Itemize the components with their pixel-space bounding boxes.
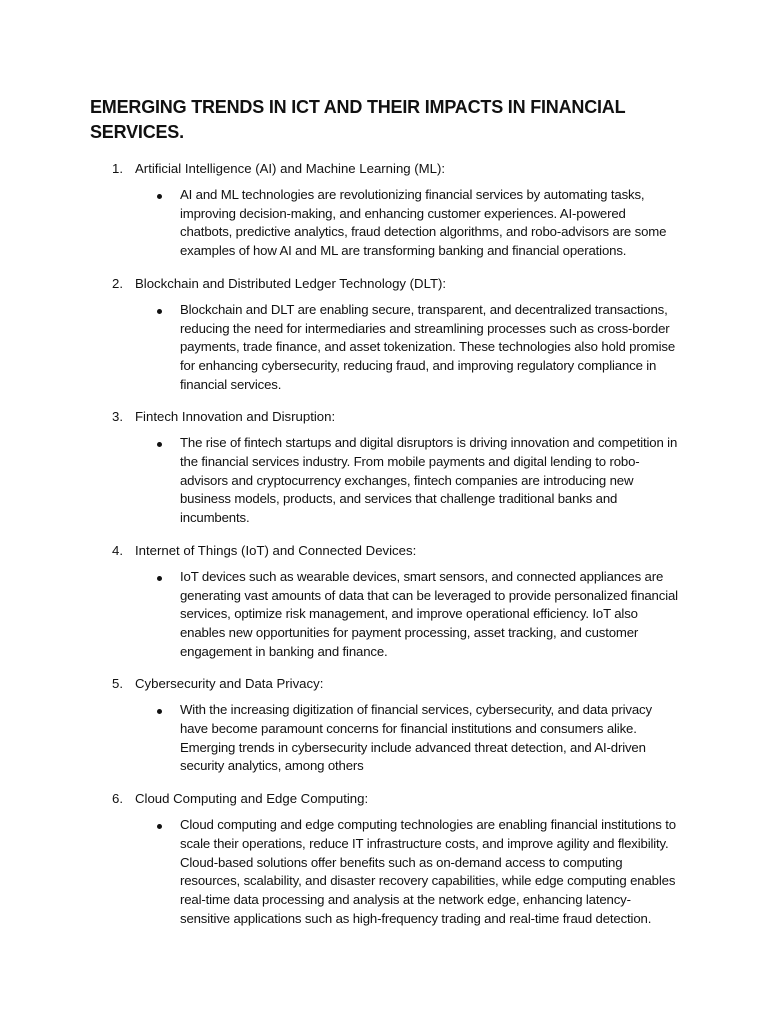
- bullet-item: [0, 816, 768, 928]
- trend-section-blockchain-dlt: [0, 273, 768, 395]
- page-title: [90, 95, 690, 145]
- section-title: Cybersecurity and Data Privacy:: [135, 676, 324, 692]
- bullet-dot-icon: [157, 194, 162, 199]
- bullet-text: With the increasing digitization of financial services, cybersecurity, and data privacy have become paramount concerns for financial institutions and consumers alike. Emerging trends in cybersecurity include advanced threat detection, and AI-driven security analytics, among others: [180, 702, 652, 774]
- section-heading: [0, 406, 768, 428]
- bullet-text: Blockchain and DLT are enabling secure, transparent, and decentralized transactions, reducing the need for intermediaries and streamlining processes such as cross-border payments, trade finance, and asset tokenization. These technologies also hold promise for enhancing cybersecurity, reducing fraud, and improving regulatory compliance in financial services.: [180, 301, 676, 392]
- bullet-item: [0, 186, 768, 261]
- bullet-dot-icon: [157, 576, 162, 581]
- trend-section-fintech: [0, 406, 768, 528]
- section-heading: [0, 273, 768, 295]
- bullet-item: [0, 701, 768, 776]
- bullet-dot-icon: [157, 824, 162, 829]
- section-title: Artificial Intelligence (AI) and Machine Learning (ML):: [135, 161, 446, 176]
- bullet-text: IoT devices such as wearable devices, smart sensors, and connected appliances are generating vast amounts of data that can be leveraged to provide personalized financial services, optimize risk management, and improve operational efficiency. IoT also enables new opportunities for payment processing, asset tracking, and customer engagement in banking and finance.: [180, 568, 678, 659]
- section-number: 1.: [112, 161, 123, 176]
- bullet-dot-icon: [157, 709, 162, 714]
- bullet-item: [0, 434, 768, 528]
- trend-section-ai-ml: [0, 158, 768, 261]
- page-title-line-2: SERVICES.: [90, 122, 184, 142]
- bullet-dot-icon: [157, 309, 162, 314]
- section-title: Fintech Innovation and Disruption:: [135, 409, 336, 425]
- bullet-item: [0, 301, 768, 395]
- section-number: 2.: [112, 275, 123, 291]
- section-title: Blockchain and Distributed Ledger Technology (DLT):: [135, 275, 447, 291]
- section-number: 3.: [112, 409, 123, 425]
- section-heading: [0, 158, 768, 180]
- section-title: Cloud Computing and Edge Computing:: [135, 791, 369, 807]
- bullet-text: Cloud computing and edge computing technologies are enabling financial institutions to scale their operations, reduce IT infrastructure costs, and improve agility and flexibility. Cloud-based solutions offer benefits such as on-demand access to computing resources, scalability, and disaster recovery capabilities, while edge computing enables real-time data processing and analysis at the network edge, enhancing latency-sensitive applications such as high-frequency trading and real-time fraud detection.: [180, 817, 676, 926]
- section-number: 5.: [112, 676, 123, 692]
- section-number: 4.: [112, 542, 123, 558]
- page-title-line-1: EMERGING TRENDS IN ICT AND THEIR IMPACTS IN FINANCIAL: [90, 97, 626, 117]
- section-number: 6.: [112, 791, 123, 807]
- bullet-text: The rise of fintech startups and digital disruptors is driving innovation and competition in the financial services industry. From mobile payments and digital lending to robo-advisors and cryptocurrency exchanges, fintech companies are introducing new business models, products, and services that challenge traditional banks and incumbents.: [180, 435, 678, 526]
- section-heading: [0, 540, 768, 562]
- section-title: Internet of Things (IoT) and Connected Devices:: [135, 542, 417, 558]
- trend-list: [0, 158, 768, 940]
- section-heading: [0, 673, 768, 695]
- trend-section-iot: [0, 540, 768, 662]
- trend-section-cloud-edge: [0, 788, 768, 928]
- section-heading: [0, 788, 768, 810]
- bullet-item: [0, 568, 768, 662]
- bullet-dot-icon: [157, 442, 162, 447]
- bullet-text: AI and ML technologies are revolutionizing financial services by automating tasks, improving decision-making, and enhancing customer experiences. AI-powered chatbots, predictive analytics, fraud detection algorithms, and robo-advisors are some examples of how AI and ML are transforming banking and financial operations.: [180, 187, 667, 259]
- trend-section-cybersecurity: [0, 673, 768, 776]
